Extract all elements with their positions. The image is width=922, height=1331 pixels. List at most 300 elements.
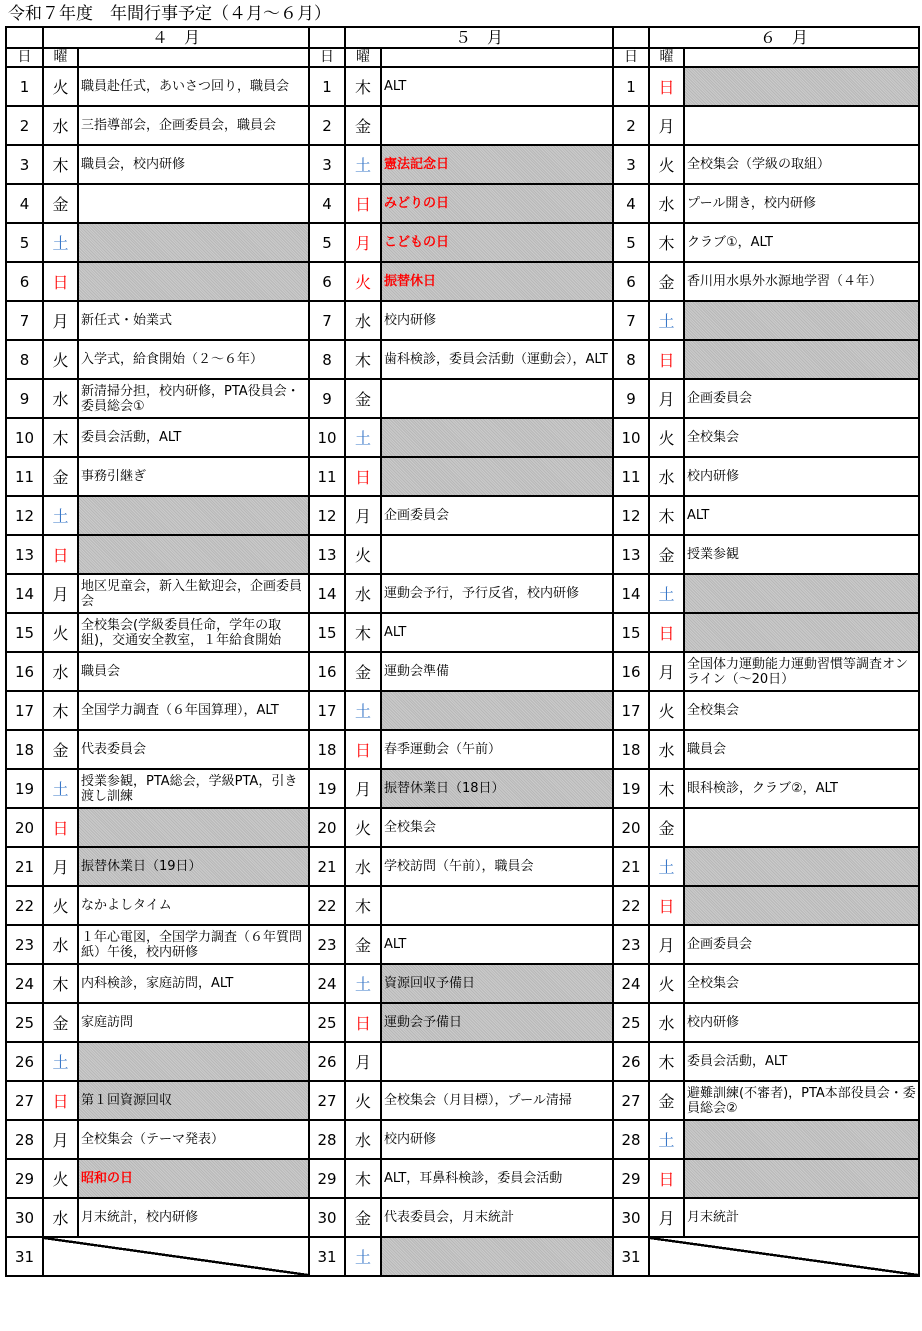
april-weekday: 木 [43,145,78,184]
table-row [6,418,919,457]
may-event-cell: 学校訪問（午前），職員会 [381,847,613,886]
june-event-cell: 月末統計 [684,1198,919,1237]
april-day-number: 28 [6,1120,43,1159]
april-event-cell: １年心電図，全国学力調査（６年質問紙）午後，校内研修 [78,925,309,964]
april-day-number: 6 [6,262,43,301]
april-day-number: 7 [6,301,43,340]
may-event-cell: 運動会予備日 [381,1003,613,1042]
may-event-cell: 全校集会 [381,808,613,847]
june-day-number: 31 [613,1237,649,1276]
may-day-number: 23 [309,925,345,964]
may-weekday: 木 [345,1159,381,1198]
june-weekday: 木 [649,496,684,535]
april-day-number: 8 [6,340,43,379]
may-day-number: 24 [309,964,345,1003]
weekday-column-header: 曜 [649,48,684,67]
june-day-number: 29 [613,1159,649,1198]
june-weekday: 日 [649,1159,684,1198]
april-event-cell: 職員会，校内研修 [78,145,309,184]
may-weekday: 火 [345,262,381,301]
june-event-cell: 眼科検診，クラブ②，ALT [684,769,919,808]
june-event-cell: 職員会 [684,730,919,769]
table-row [6,1237,919,1276]
june-weekday: 月 [649,379,684,418]
day-column-header: 日 [613,48,649,67]
may-day-number: 5 [309,223,345,262]
june-event-cell [684,886,919,925]
june-day-number: 1 [613,67,649,106]
month-header-spacer [309,27,345,48]
may-weekday: 月 [345,1042,381,1081]
may-day-number: 11 [309,457,345,496]
april-day-number: 11 [6,457,43,496]
table-row [6,574,919,613]
table-row [6,613,919,652]
april-weekday: 水 [43,925,78,964]
june-day-number: 11 [613,457,649,496]
june-weekday: 金 [649,808,684,847]
may-event-cell: 資源回収予備日 [381,964,613,1003]
april-event-cell: 第１回資源回収 [78,1081,309,1120]
april-weekday: 金 [43,1003,78,1042]
june-day-number: 12 [613,496,649,535]
table-row [6,301,919,340]
table-row [6,1198,919,1237]
june-event-cell: 全校集会 [684,964,919,1003]
june-event-cell: 香川用水県外水源地学習（４年） [684,262,919,301]
april-day-number: 12 [6,496,43,535]
june-event-cell: クラブ①，ALT [684,223,919,262]
june-weekday: 火 [649,691,684,730]
april-day-number: 22 [6,886,43,925]
may-event-cell: ALT [381,925,613,964]
june-weekday: 木 [649,769,684,808]
june-weekday: 水 [649,184,684,223]
april-weekday: 木 [43,418,78,457]
april-event-cell: 月末統計，校内研修 [78,1198,309,1237]
june-event-cell [684,1120,919,1159]
may-day-number: 8 [309,340,345,379]
may-day-number: 3 [309,145,345,184]
table-row [6,1081,919,1120]
may-weekday: 木 [345,340,381,379]
may-day-number: 7 [309,301,345,340]
may-weekday: 火 [345,808,381,847]
table-row [6,964,919,1003]
may-day-number: 21 [309,847,345,886]
june-event-cell [684,106,919,145]
june-day-number: 26 [613,1042,649,1081]
june-day-number: 20 [613,808,649,847]
table-row [6,808,919,847]
april-weekday: 金 [43,457,78,496]
june-weekday: 月 [649,1198,684,1237]
april-weekday: 月 [43,847,78,886]
may-day-number: 20 [309,808,345,847]
april-day-number: 19 [6,769,43,808]
may-day-number: 26 [309,1042,345,1081]
may-event-cell [381,1042,613,1081]
june-weekday: 月 [649,106,684,145]
april-event-cell: 職員会 [78,652,309,691]
event-column-header [381,48,613,67]
table-row [6,1159,919,1198]
april-weekday: 月 [43,301,78,340]
june-event-cell: ALT [684,496,919,535]
june-nonexistent-day-cell [649,1237,919,1276]
april-weekday: 月 [43,574,78,613]
june-event-cell [684,340,919,379]
june-day-number: 7 [613,301,649,340]
june-weekday: 火 [649,964,684,1003]
april-weekday: 金 [43,730,78,769]
june-event-cell [684,847,919,886]
april-weekday: 水 [43,379,78,418]
june-day-number: 5 [613,223,649,262]
month-header-april: ４ 月 [43,27,309,48]
june-day-number: 2 [613,106,649,145]
june-day-number: 19 [613,769,649,808]
june-weekday: 日 [649,613,684,652]
april-event-cell: 家庭訪問 [78,1003,309,1042]
april-day-number: 4 [6,184,43,223]
may-weekday: 木 [345,613,381,652]
april-weekday: 火 [43,613,78,652]
april-day-number: 27 [6,1081,43,1120]
may-event-cell: 企画委員会 [381,496,613,535]
may-weekday: 木 [345,67,381,106]
table-row [6,886,919,925]
june-event-cell [684,1159,919,1198]
may-weekday: 土 [345,964,381,1003]
june-weekday: 金 [649,535,684,574]
april-event-cell [78,223,309,262]
april-event-cell: 地区児童会，新入生歓迎会，企画委員会 [78,574,309,613]
april-nonexistent-day-cell [43,1237,309,1276]
april-event-cell [78,808,309,847]
month-header-row [6,27,919,48]
may-event-cell [381,457,613,496]
table-row [6,262,919,301]
month-header-spacer [613,27,649,48]
june-day-number: 16 [613,652,649,691]
april-event-cell: 全校集会(学級委員任命，学年の取組)，交通安全教室，１年給食開始 [78,613,309,652]
june-weekday: 火 [649,418,684,457]
may-weekday: 土 [345,145,381,184]
table-row [6,1120,919,1159]
april-event-cell [78,262,309,301]
may-event-cell: ALT，耳鼻科検診，委員会活動 [381,1159,613,1198]
may-weekday: 日 [345,184,381,223]
may-weekday: 金 [345,379,381,418]
may-event-cell: 運動会準備 [381,652,613,691]
april-day-number: 5 [6,223,43,262]
month-header-may: ５ 月 [345,27,613,48]
may-day-number: 9 [309,379,345,418]
april-event-cell: 内科検診，家庭訪問，ALT [78,964,309,1003]
may-weekday: 木 [345,886,381,925]
june-day-number: 17 [613,691,649,730]
june-weekday: 日 [649,886,684,925]
april-event-cell: 新清掃分担，校内研修，PTA役員会・委員総会① [78,379,309,418]
may-event-cell: 運動会予行，予行反省，校内研修 [381,574,613,613]
may-weekday: 月 [345,769,381,808]
june-weekday: 月 [649,652,684,691]
april-weekday: 日 [43,1081,78,1120]
june-event-cell: プール開き，校内研修 [684,184,919,223]
may-event-cell: 振替休業日（18日） [381,769,613,808]
may-weekday: 土 [345,1237,381,1276]
april-weekday: 日 [43,535,78,574]
june-day-number: 21 [613,847,649,886]
table-row [6,769,919,808]
april-day-number: 17 [6,691,43,730]
may-event-cell [381,379,613,418]
june-weekday: 月 [649,925,684,964]
may-weekday: 土 [345,691,381,730]
june-event-cell: 避難訓練(不審者)，PTA本部役員会・委員総会② [684,1081,919,1120]
june-day-number: 14 [613,574,649,613]
april-weekday: 土 [43,769,78,808]
june-weekday: 金 [649,1081,684,1120]
april-event-cell: なかよしタイム [78,886,309,925]
april-event-cell [78,1042,309,1081]
april-event-cell: 入学式，給食開始（２～６年） [78,340,309,379]
june-event-cell: 全校集会 [684,691,919,730]
event-column-header [684,48,919,67]
april-day-number: 2 [6,106,43,145]
april-day-number: 9 [6,379,43,418]
may-weekday: 水 [345,847,381,886]
may-weekday: 土 [345,418,381,457]
may-day-number: 19 [309,769,345,808]
june-event-cell: 全国体力運動能力運動習慣等調査オンライン（～20日） [684,652,919,691]
june-day-number: 24 [613,964,649,1003]
april-day-number: 10 [6,418,43,457]
june-event-cell: 企画委員会 [684,379,919,418]
june-day-number: 15 [613,613,649,652]
may-event-cell [381,691,613,730]
may-day-number: 15 [309,613,345,652]
june-event-cell [684,301,919,340]
april-weekday: 日 [43,262,78,301]
may-day-number: 18 [309,730,345,769]
april-day-number: 13 [6,535,43,574]
table-row [6,457,919,496]
table-row [6,691,919,730]
table-row [6,145,919,184]
april-weekday: 土 [43,496,78,535]
may-day-number: 16 [309,652,345,691]
april-day-number: 25 [6,1003,43,1042]
june-event-cell [684,574,919,613]
day-column-header: 日 [6,48,43,67]
may-event-cell: ALT [381,67,613,106]
april-day-number: 24 [6,964,43,1003]
may-weekday: 金 [345,1198,381,1237]
may-day-number: 28 [309,1120,345,1159]
june-weekday: 水 [649,1003,684,1042]
june-day-number: 30 [613,1198,649,1237]
june-event-cell [684,808,919,847]
table-row [6,496,919,535]
april-day-number: 16 [6,652,43,691]
event-column-header [78,48,309,67]
june-day-number: 25 [613,1003,649,1042]
page-title: 令和７年度 年間行事予定（４月～６月） [8,4,331,24]
april-event-cell: 振替休業日（19日） [78,847,309,886]
may-event-cell: 春季運動会（午前） [381,730,613,769]
may-weekday: 火 [345,1081,381,1120]
april-day-number: 30 [6,1198,43,1237]
april-event-cell: 事務引継ぎ [78,457,309,496]
april-day-number: 18 [6,730,43,769]
june-event-cell: 授業参観 [684,535,919,574]
may-weekday: 水 [345,301,381,340]
may-day-number: 29 [309,1159,345,1198]
april-event-cell: 新任式・始業式 [78,301,309,340]
april-event-cell: 昭和の日 [78,1159,309,1198]
may-day-number: 13 [309,535,345,574]
may-day-number: 22 [309,886,345,925]
april-day-number: 31 [6,1237,43,1276]
april-day-number: 14 [6,574,43,613]
june-weekday: 木 [649,223,684,262]
table-row [6,67,919,106]
may-event-cell: 校内研修 [381,301,613,340]
may-day-number: 30 [309,1198,345,1237]
june-day-number: 23 [613,925,649,964]
june-day-number: 3 [613,145,649,184]
may-event-cell [381,886,613,925]
april-event-cell: 授業参観，PTA総会，学級PTA，引き渡し訓練 [78,769,309,808]
may-day-number: 4 [309,184,345,223]
may-weekday: 火 [345,535,381,574]
april-event-cell: 全校集会（テーマ発表） [78,1120,309,1159]
april-day-number: 21 [6,847,43,886]
may-day-number: 1 [309,67,345,106]
table-row [6,535,919,574]
may-weekday: 月 [345,223,381,262]
april-weekday: 木 [43,691,78,730]
month-header-june: ６ 月 [649,27,919,48]
april-event-cell: 三指導部会，企画委員会，職員会 [78,106,309,145]
table-row [6,106,919,145]
june-day-number: 8 [613,340,649,379]
june-day-number: 4 [613,184,649,223]
april-weekday: 土 [43,1042,78,1081]
table-row [6,847,919,886]
june-weekday: 木 [649,1042,684,1081]
june-weekday: 水 [649,730,684,769]
may-day-number: 6 [309,262,345,301]
may-event-cell: こどもの日 [381,223,613,262]
april-event-cell [78,535,309,574]
table-row [6,1042,919,1081]
april-weekday: 水 [43,1198,78,1237]
may-event-cell: 校内研修 [381,1120,613,1159]
june-weekday: 日 [649,67,684,106]
table-row [6,1003,919,1042]
june-event-cell: 校内研修 [684,457,919,496]
june-day-number: 6 [613,262,649,301]
april-day-number: 26 [6,1042,43,1081]
may-day-number: 25 [309,1003,345,1042]
may-event-cell [381,1237,613,1276]
table-row [6,652,919,691]
april-day-number: 29 [6,1159,43,1198]
april-weekday: 月 [43,1120,78,1159]
may-day-number: 31 [309,1237,345,1276]
april-event-cell: 全国学力調査（６年国算理），ALT [78,691,309,730]
june-event-cell: 委員会活動，ALT [684,1042,919,1081]
april-event-cell [78,496,309,535]
may-day-number: 2 [309,106,345,145]
may-day-number: 12 [309,496,345,535]
june-day-number: 9 [613,379,649,418]
june-event-cell [684,67,919,106]
april-weekday: 火 [43,67,78,106]
april-day-number: 3 [6,145,43,184]
may-weekday: 日 [345,730,381,769]
june-weekday: 火 [649,145,684,184]
june-event-cell [684,613,919,652]
may-event-cell: 振替休日 [381,262,613,301]
april-weekday: 火 [43,886,78,925]
may-weekday: 日 [345,1003,381,1042]
june-day-number: 27 [613,1081,649,1120]
may-weekday: 日 [345,457,381,496]
june-day-number: 22 [613,886,649,925]
april-day-number: 23 [6,925,43,964]
april-weekday: 火 [43,340,78,379]
june-weekday: 土 [649,574,684,613]
table-row [6,340,919,379]
june-weekday: 日 [649,340,684,379]
april-day-number: 1 [6,67,43,106]
may-event-cell: 憲法記念日 [381,145,613,184]
april-weekday: 土 [43,223,78,262]
may-day-number: 17 [309,691,345,730]
april-weekday: 木 [43,964,78,1003]
june-event-cell: 全校集会（学級の取組） [684,145,919,184]
may-weekday: 金 [345,106,381,145]
may-event-cell [381,535,613,574]
april-weekday: 金 [43,184,78,223]
may-event-cell [381,106,613,145]
annual-schedule-table [5,26,920,1277]
june-day-number: 18 [613,730,649,769]
weekday-column-header: 曜 [43,48,78,67]
may-weekday: 金 [345,925,381,964]
may-event-cell: みどりの日 [381,184,613,223]
april-weekday: 日 [43,808,78,847]
june-weekday: 土 [649,847,684,886]
table-row [6,379,919,418]
may-weekday: 金 [345,652,381,691]
may-day-number: 10 [309,418,345,457]
june-event-cell: 企画委員会 [684,925,919,964]
may-day-number: 27 [309,1081,345,1120]
table-row [6,184,919,223]
april-weekday: 水 [43,106,78,145]
april-weekday: 火 [43,1159,78,1198]
month-header-spacer [6,27,43,48]
may-event-cell: 歯科検診，委員会活動（運動会），ALT [381,340,613,379]
april-day-number: 20 [6,808,43,847]
june-day-number: 13 [613,535,649,574]
april-day-number: 15 [6,613,43,652]
